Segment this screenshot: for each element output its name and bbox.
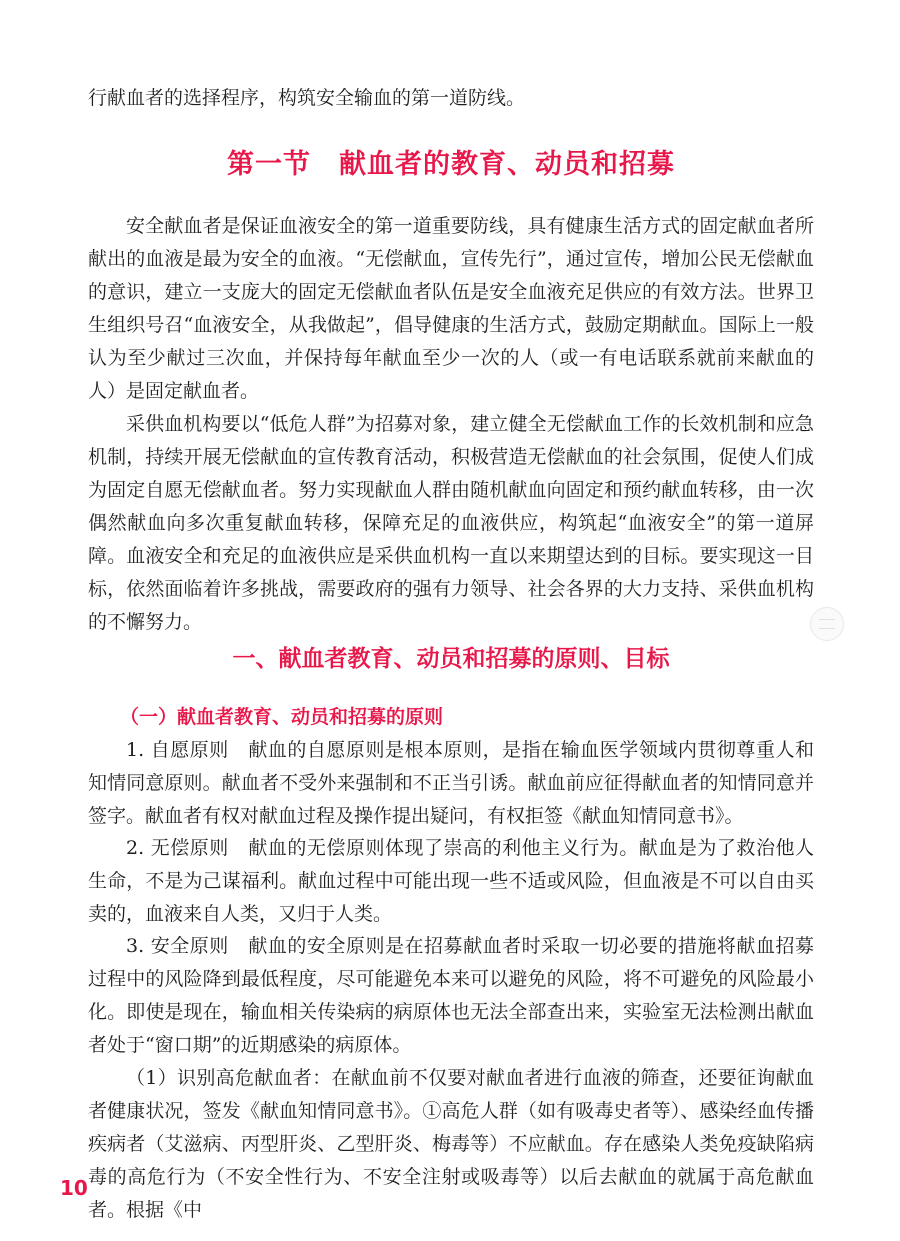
opening-line: 行献血者的选择程序，构筑安全输血的第一道防线。 — [88, 87, 526, 109]
subsection-title: 一、献血者教育、动员和招募的原则、目标 — [232, 646, 670, 672]
principle-safety: 3. 安全原则 献血的安全原则是在招募献血者时采取一切必要的措施将献血招募过程中的风险降到最低程度，尽可能避免本来可以避免的风险，将不可避免的风险最小化。即使是现在，输血相关传染病的病原体也无法全部查出来，实验室无法检测出献血者处于“窗口期”的近期感染的病原体。 — [88, 935, 814, 1056]
subsubsection-title: （一）献血者教育、动员和招募的原则 — [120, 706, 444, 728]
intro-paragraph-2: 采供血机构要以“低危人群”为招募对象，建立健全无偿献血工作的长效机制和应急机制，持续开展无偿献血的宣传教育活动，积极营造无偿献血的社会氛围，促使人们成为固定自愿无偿献血者。努力实现献血人群由随机献血向固定和预约献血转移，由一次偶然献血向多次重复献血转移，保障充足的血液供应，构筑起“血液安全”的第一道屏障。血液安全和充足的血液供应是采供血机构一直以来期望达到的目标。要实现这一目标，依然面临着许多挑战，需要政府的强有力领导、社会各界的大力支持、采供血机构的不懈努力。 — [88, 413, 814, 633]
principle-voluntary: 1. 自愿原则 献血的自愿原则是根本原则，是指在输血医学领域内贯彻尊重人和知情同意原则。献血者不受外来强制和不正当引诱。献血前应征得献血者的知情同意并签字。献血者有权对献血过程及操作提出疑问，有权拒签《献血知情同意书》。 — [88, 739, 814, 827]
page-number: 10 — [60, 1176, 88, 1200]
intro-paragraph-1: 安全献血者是保证血液安全的第一道重要防线，具有健康生活方式的固定献血者所献出的血液是最为安全的血液。“无偿献血，宣传先行”，通过宣传，增加公民无偿献血的意识，建立一支庞大的固定无偿献血者队伍是安全血液充足供应的有效方法。世界卫生组织号召“血液安全，从我做起”，倡导健康的生活方式，鼓励定期献血。国际上一般认为至少献过三次血，并保持每年献血至少一次的人（或一有电话联系就前来献血的人）是固定献血者。 — [88, 215, 814, 402]
principle-unpaid: 2. 无偿原则 献血的无偿原则体现了崇高的利他主义行为。献血是为了救治他人生命，不是为己谋福利。献血过程中可能出现一些不适或风险，但血液是不可以自由买卖的，血液来自人类，又归于人类。 — [88, 837, 814, 925]
watermark-icon — [810, 607, 844, 641]
identify-high-risk-donors: （1）识别高危献血者：在献血前不仅要对献血者进行血液的筛查，还要征询献血者健康状况，签发《献血知情同意书》。①高危人群（如有吸毒史者等）、感染经血传播疾病者（艾滋病、丙型肝炎、乙型肝炎、梅毒等）不应献血。存在感染人类免疫缺陷病毒的高危行为（不安全性行为、不安全注射或吸毒等）以后去献血的就属于高危献血者。根据《中 — [88, 1067, 814, 1221]
section-title: 第一节 献血者的教育、动员和招募 — [227, 149, 675, 180]
